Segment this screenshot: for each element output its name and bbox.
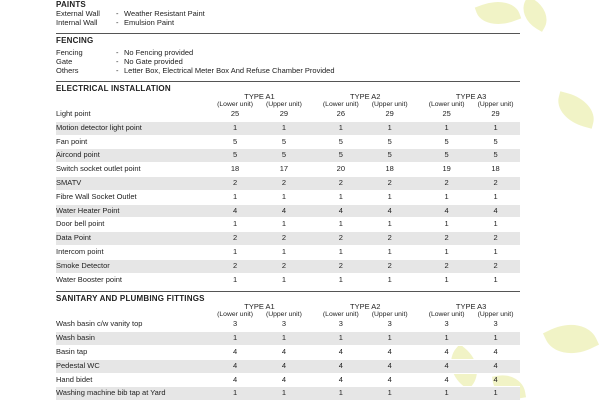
unit-header: (Lower unit)	[428, 311, 465, 319]
sanitary-table	[56, 303, 520, 401]
row-value: 2	[211, 232, 260, 246]
row-value: 2	[259, 176, 308, 190]
row-value: 1	[211, 218, 260, 232]
row-value: 4	[471, 359, 520, 373]
row-value: 4	[471, 373, 520, 387]
section-divider	[56, 33, 520, 34]
row-value: 5	[316, 149, 365, 163]
row-value: 1	[211, 190, 260, 204]
row-value: 5	[211, 135, 260, 149]
unit-header-row	[56, 101, 520, 108]
sanitary-title: SANITARY AND PLUMBING FITTINGS	[56, 294, 205, 304]
row-value: 1	[365, 273, 414, 287]
row-value: 2	[259, 232, 308, 246]
table-row	[56, 232, 520, 246]
table-row	[56, 121, 520, 135]
row-value: 5	[471, 135, 520, 149]
row-value: 4	[365, 373, 414, 387]
row-value: 5	[259, 149, 308, 163]
row-value: 18	[211, 163, 260, 177]
row-value: 1	[365, 190, 414, 204]
row-value: 2	[365, 232, 414, 246]
row-value: 1	[422, 332, 471, 346]
unit-header: (Lower unit)	[322, 101, 359, 108]
row-value: 1	[422, 245, 471, 259]
row-value: 2	[316, 176, 365, 190]
table-row	[56, 359, 520, 373]
row-value: 2	[422, 232, 471, 246]
row-value: 4	[316, 345, 365, 359]
unit-header: (Lower unit)	[217, 311, 254, 319]
row-value: 4	[211, 373, 260, 387]
decorative-leaf	[553, 91, 599, 128]
row-value: 4	[471, 345, 520, 359]
row-value: 18	[471, 163, 520, 177]
type-header: TYPE A1	[244, 302, 275, 312]
row-value: 1	[471, 245, 520, 259]
unit-header: (Lower unit)	[217, 101, 254, 108]
row-value: 4	[422, 345, 471, 359]
row-value: 1	[259, 273, 308, 287]
row-value: 1	[422, 387, 471, 401]
row-value: 1	[211, 121, 260, 135]
row-value: 2	[422, 259, 471, 273]
table-row	[56, 190, 520, 204]
row-value: 1	[471, 190, 520, 204]
row-value: 1	[316, 190, 365, 204]
row-value: 3	[365, 318, 414, 331]
type-header-row	[56, 303, 520, 311]
row-label: Hand bidet	[56, 373, 211, 387]
unit-header: (Lower unit)	[428, 101, 465, 108]
row-value: 1	[471, 121, 520, 135]
row-value: 25	[422, 108, 471, 121]
row-value: 1	[316, 121, 365, 135]
electrical-title: ELECTRICAL INSTALLATION	[56, 84, 171, 93]
table-row	[56, 387, 520, 401]
row-value: 1	[422, 218, 471, 232]
unit-header: (Upper unit)	[371, 101, 408, 108]
table-row	[56, 259, 520, 273]
row-value: 1	[316, 387, 365, 401]
row-label: Fibre Wall Socket Outlet	[56, 190, 211, 204]
row-value: 29	[471, 108, 520, 121]
row-value: 1	[365, 218, 414, 232]
row-value: 5	[365, 149, 414, 163]
row-value: 2	[259, 259, 308, 273]
decorative-leaf	[516, 0, 554, 32]
row-value: 1	[422, 273, 471, 287]
row-value: 4	[422, 359, 471, 373]
row-value: 25	[211, 108, 260, 121]
row-value: 1	[316, 218, 365, 232]
section-divider	[56, 81, 520, 82]
table-row	[56, 176, 520, 190]
row-label: Data Point	[56, 232, 211, 246]
unit-header: (Upper unit)	[265, 101, 302, 108]
row-label: Wash basin	[56, 332, 211, 346]
decorative-leaf	[543, 314, 599, 364]
row-value: 2	[471, 259, 520, 273]
row-value: 4	[211, 345, 260, 359]
row-value: 2	[365, 176, 414, 190]
row-value: 4	[316, 359, 365, 373]
row-value: 1	[422, 190, 471, 204]
row-value: 4	[365, 345, 414, 359]
section-divider	[56, 291, 520, 292]
type-header: TYPE A1	[244, 92, 275, 101]
row-value: 2	[365, 259, 414, 273]
row-label: SMATV	[56, 176, 211, 190]
fencing-title: FENCING	[56, 36, 94, 45]
row-value: 17	[259, 163, 308, 177]
row-value: 1	[259, 218, 308, 232]
row-value: 4	[259, 373, 308, 387]
row-value: 1	[211, 273, 260, 287]
row-value: 20	[316, 163, 365, 177]
row-value: 4	[365, 204, 414, 218]
row-value: 3	[259, 318, 308, 331]
unit-header: (Upper unit)	[265, 311, 302, 319]
row-value: 5	[259, 135, 308, 149]
table-row	[56, 318, 520, 331]
row-value: 5	[316, 135, 365, 149]
row-value: 2	[316, 232, 365, 246]
row-value: 1	[365, 387, 414, 401]
type-header: TYPE A3	[455, 302, 487, 312]
row-label: Intercom point	[56, 245, 211, 259]
row-value: 1	[259, 245, 308, 259]
unit-header: (Upper unit)	[477, 311, 514, 319]
row-value: 1	[259, 190, 308, 204]
unit-header-row	[56, 311, 520, 318]
row-label: Fan point	[56, 135, 211, 149]
row-value: 4	[422, 204, 471, 218]
row-value: 2	[422, 176, 471, 190]
row-value: 1	[365, 245, 414, 259]
row-label: Light point	[56, 108, 211, 121]
row-value: 1	[259, 121, 308, 135]
row-value: 2	[316, 259, 365, 273]
row-value: 4	[211, 359, 260, 373]
row-value: 4	[259, 359, 308, 373]
row-value: 19	[422, 163, 471, 177]
row-value: 26	[316, 108, 365, 121]
row-value: 1	[471, 273, 520, 287]
row-value: 1	[259, 387, 308, 401]
unit-header: (Upper unit)	[371, 311, 408, 319]
row-value: 1	[471, 387, 520, 401]
type-header: TYPE A3	[455, 92, 487, 101]
row-label: Wash basin c/w vanity top	[56, 318, 211, 331]
row-value: 2	[211, 176, 260, 190]
row-value: 4	[316, 373, 365, 387]
fencing-row: Gate - No Gate provided	[56, 57, 183, 66]
table-row	[56, 204, 520, 218]
row-value: 1	[365, 121, 414, 135]
row-value: 1	[471, 332, 520, 346]
row-label: Pedestal WC	[56, 359, 211, 373]
row-value: 1	[211, 245, 260, 259]
row-value: 1	[316, 273, 365, 287]
paints-row: External Wall - Weather Resistant Paint	[56, 9, 205, 18]
row-value: 5	[422, 135, 471, 149]
table-row	[56, 373, 520, 387]
row-value: 5	[211, 149, 260, 163]
row-label: Switch socket outlet point	[56, 163, 211, 177]
table-row	[56, 218, 520, 232]
row-value: 4	[316, 204, 365, 218]
unit-header: (Upper unit)	[477, 101, 514, 108]
row-value: 5	[471, 149, 520, 163]
table-row	[56, 163, 520, 177]
paints-row: Internal Wall - Emulsion Paint	[56, 18, 175, 27]
row-value: 29	[365, 108, 414, 121]
table-row	[56, 135, 520, 149]
fencing-row: Others - Letter Box, Electrical Meter Box And Refuse Chamber Provided	[56, 66, 335, 75]
row-value: 1	[365, 332, 414, 346]
row-value: 1	[316, 245, 365, 259]
row-value: 4	[259, 204, 308, 218]
row-label: Aircond point	[56, 149, 211, 163]
electrical-table	[56, 93, 520, 287]
paints-title: PAINTS	[56, 0, 86, 9]
row-value: 1	[471, 218, 520, 232]
table-row	[56, 108, 520, 121]
row-value: 2	[471, 176, 520, 190]
row-value: 5	[422, 149, 471, 163]
row-value: 3	[422, 318, 471, 331]
row-value: 1	[211, 332, 260, 346]
type-header: TYPE A2	[350, 302, 381, 312]
row-value: 5	[365, 135, 414, 149]
specification-page	[56, 0, 520, 401]
row-value: 3	[211, 318, 260, 331]
row-label: Smoke Detector	[56, 259, 211, 273]
fencing-row: Fencing - No Fencing provided	[56, 48, 194, 57]
row-value: 4	[259, 345, 308, 359]
row-value: 1	[422, 121, 471, 135]
table-row	[56, 245, 520, 259]
row-value: 3	[316, 318, 365, 331]
row-label: Washing machine bib tap at Yard	[56, 387, 211, 401]
row-label: Water Booster point	[56, 273, 211, 287]
row-value: 1	[259, 332, 308, 346]
row-value: 4	[471, 204, 520, 218]
row-label: Door bell point	[56, 218, 211, 232]
row-value: 2	[471, 232, 520, 246]
table-row	[56, 332, 520, 346]
row-label: Basin tap	[56, 345, 211, 359]
type-header-row	[56, 93, 520, 101]
unit-header: (Lower unit)	[322, 311, 359, 319]
row-value: 4	[365, 359, 414, 373]
row-label: Motion detector light point	[56, 121, 211, 135]
table-row	[56, 345, 520, 359]
row-value: 1	[211, 387, 260, 401]
row-value: 4	[422, 373, 471, 387]
row-value: 18	[365, 163, 414, 177]
type-header: TYPE A2	[350, 92, 381, 101]
table-row	[56, 149, 520, 163]
row-label: Water Heater Point	[56, 204, 211, 218]
row-value: 4	[211, 204, 260, 218]
row-value: 2	[211, 259, 260, 273]
row-value: 1	[316, 332, 365, 346]
row-value: 3	[471, 318, 520, 331]
table-row	[56, 273, 520, 287]
row-value: 29	[259, 108, 308, 121]
